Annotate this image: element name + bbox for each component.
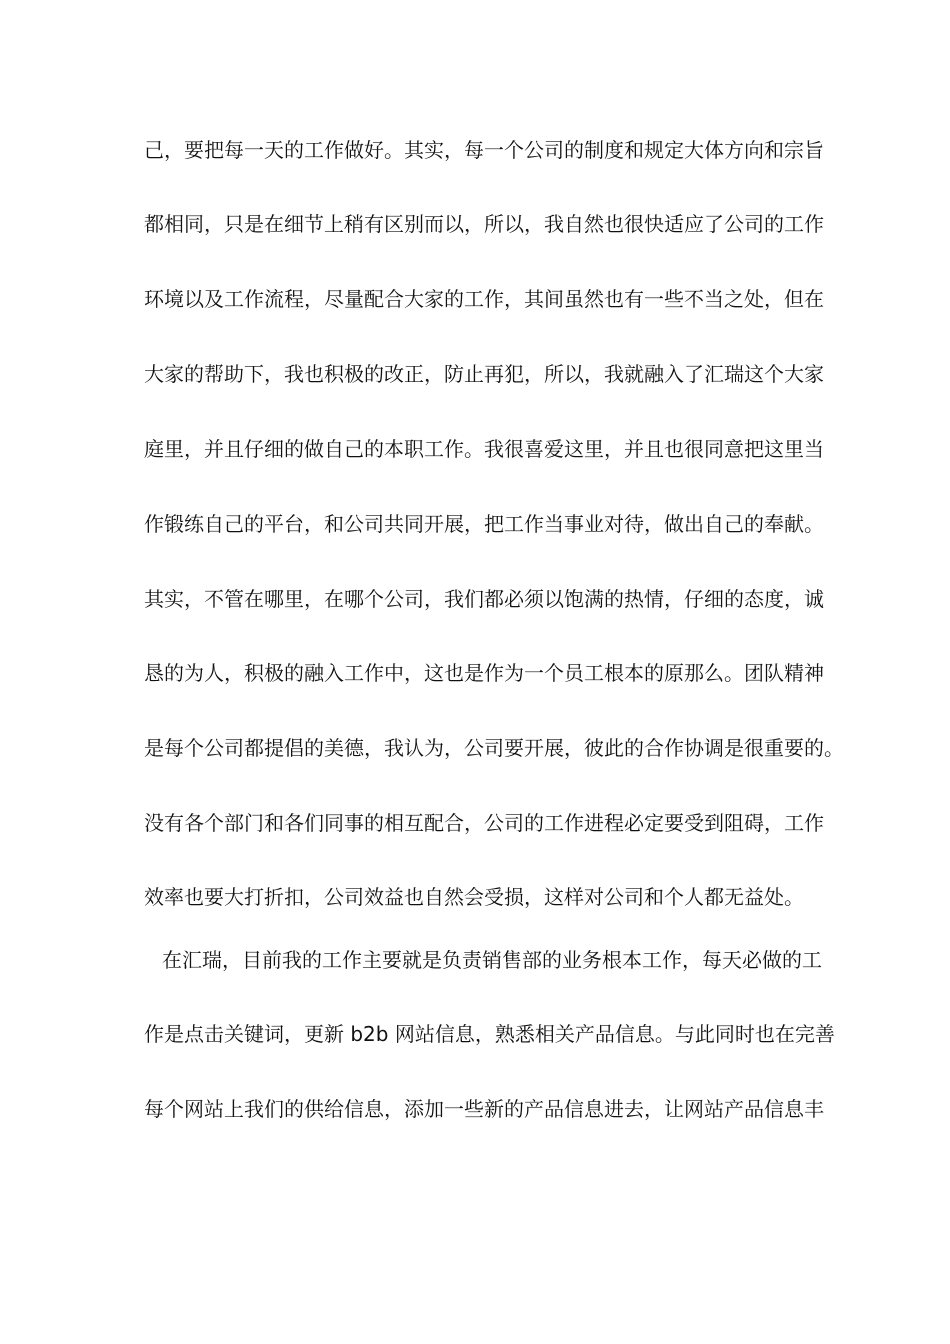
text-line: 其实，不管在哪里，在哪个公司，我们都必须以饱满的热情，仔细的态度，诚 [144, 587, 824, 611]
text-line: 都相同，只是在细节上稍有区别而以，所以，我自然也很快适应了公司的工作 [144, 212, 824, 236]
text-line: 恳的为人，积极的融入工作中，这也是作为一个员工根本的原那么。团队精神 [144, 661, 824, 685]
text-line: 环境以及工作流程，尽量配合大家的工作，其间虽然也有一些不当之处，但在 [144, 287, 824, 311]
text-line: 庭里，并且仔细的做自己的本职工作。我很喜爱这里，并且也很同意把这里当 [144, 437, 824, 461]
text-line: 作是点击关键词，更新 b2b 网站信息，熟悉相关产品信息。与此同时也在完善 [144, 1022, 835, 1046]
text-line: 大家的帮助下，我也积极的改正，防止再犯，所以，我就融入了汇瑞这个大家 [144, 362, 824, 386]
text-line: 己，要把每一天的工作做好。其实，每一个公司的制度和规定大体方向和宗旨 [144, 138, 824, 162]
text-line: 效率也要大打折扣，公司效益也自然会受损，这样对公司和个人都无益处。 [144, 885, 804, 909]
text-line: 每个网站上我们的供给信息，添加一些新的产品信息进去，让网站产品信息丰 [144, 1097, 824, 1121]
text-line: 是每个公司都提倡的美德，我认为，公司要开展，彼此的合作协调是很重要的。 [144, 736, 844, 760]
text-line: 作锻练自己的平台，和公司共同开展，把工作当事业对待，做出自己的奉献。 [144, 512, 824, 536]
paragraph-start-line: 在汇瑞，目前我的工作主要就是负责销售部的业务根本工作，每天必做的工 [162, 948, 822, 972]
text-line: 没有各个部门和各们同事的相互配合，公司的工作进程必定要受到阻碍，工作 [144, 811, 824, 835]
